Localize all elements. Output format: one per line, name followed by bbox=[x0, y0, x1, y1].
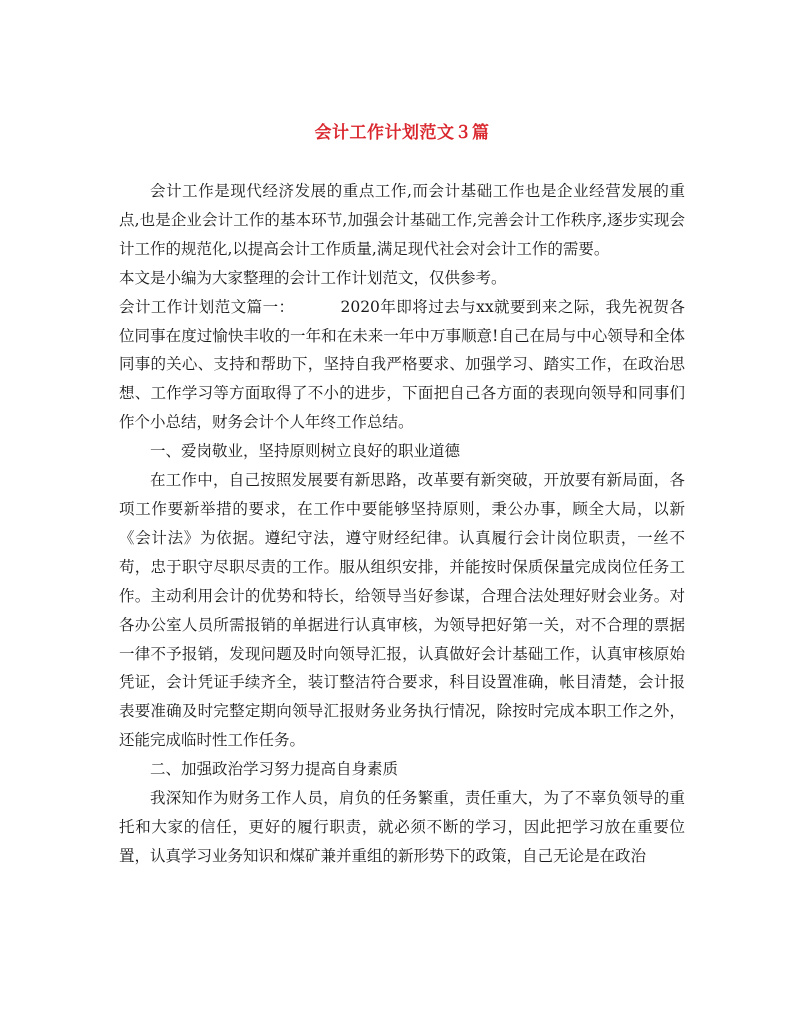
section-heading-1: 一、爱岗敬业，坚持原则树立良好的职业道德 bbox=[150, 442, 461, 461]
document-body bbox=[119, 177, 685, 871]
article1-label: 会计工作计划范文篇一： bbox=[119, 297, 295, 316]
intro-paragraph: 会计工作是现代经济发展的重点工作,而会计基础工作也是企业经营发展的重点,也是企业会计工作的基本环节,加强会计基础工作,完善会计工作秩序,逐步实现会计工作的规范化,以提高会计工作质量,满足现代社会对会计工作的需要。 bbox=[119, 182, 685, 258]
article1-paragraph bbox=[119, 293, 685, 438]
section-paragraph-2: 我深知作为财务工作人员，肩负的任务繁重，责任重大，为了不辜负领导的重托和大家的信任，更好的履行职责，就必须不断的学习，因此把学习放在重要位置，认真学习业务知识和煤矿兼并重组的新形势下的政策，自己无论是在政治 bbox=[119, 789, 685, 865]
document-title: 会计工作计划范文３篇 bbox=[314, 123, 490, 143]
section-paragraph-1: 在工作中，自己按照发展要有新思路，改革要有新突破，开放要有新局面，各项工作要新举措的要求，在工作中要能够坚持原则，秉公办事，顾全大局，以新《会计法》为依据。遵纪守法，遵守财经纪律。认真履行会计岗位职责，一丝不苟，忠于职守尽职尽责的工作。服从组织安排，并能按时保质保量完成岗位任务工作。主动利用会计的优势和特长，给领导当好参谋，合理合法处理好财会业务。对各办公室人员所需报销的单据进行认真审核，为领导把好第一关，对不合理的票据一律不予报销，发现问题及时向领导汇报，认真做好会计基础工作，认真审核原始凭证，会计凭证手续齐全，装订整洁符合要求，科目设置准确，帐目清楚，会计报表要准确及时完整定期向领导汇报财务业务执行情况，除按时完成本职工作之外，还能完成临时性工作任务。 bbox=[119, 471, 685, 750]
article1-text: 2020年即将过去与xx就要到来之际，我先祝贺各位同事在度过愉快丰收的一年和在未来一年中万事顺意!自己在局与中心领导和全体同事的关心、支持和帮助下，坚持自我严格要求、加强学习、踏实工作，在政治思想、工作学习等方面取得了不小的进步，下面把自己各方面的表现向领导和同事们作个小总结，财务会计个人年终工作总结。 bbox=[119, 297, 685, 432]
section-heading-2: 二、加强政治学习努力提高自身素质 bbox=[150, 760, 399, 779]
note-paragraph: 本文是小编为大家整理的会计工作计划范文，仅供参考。 bbox=[119, 268, 507, 287]
